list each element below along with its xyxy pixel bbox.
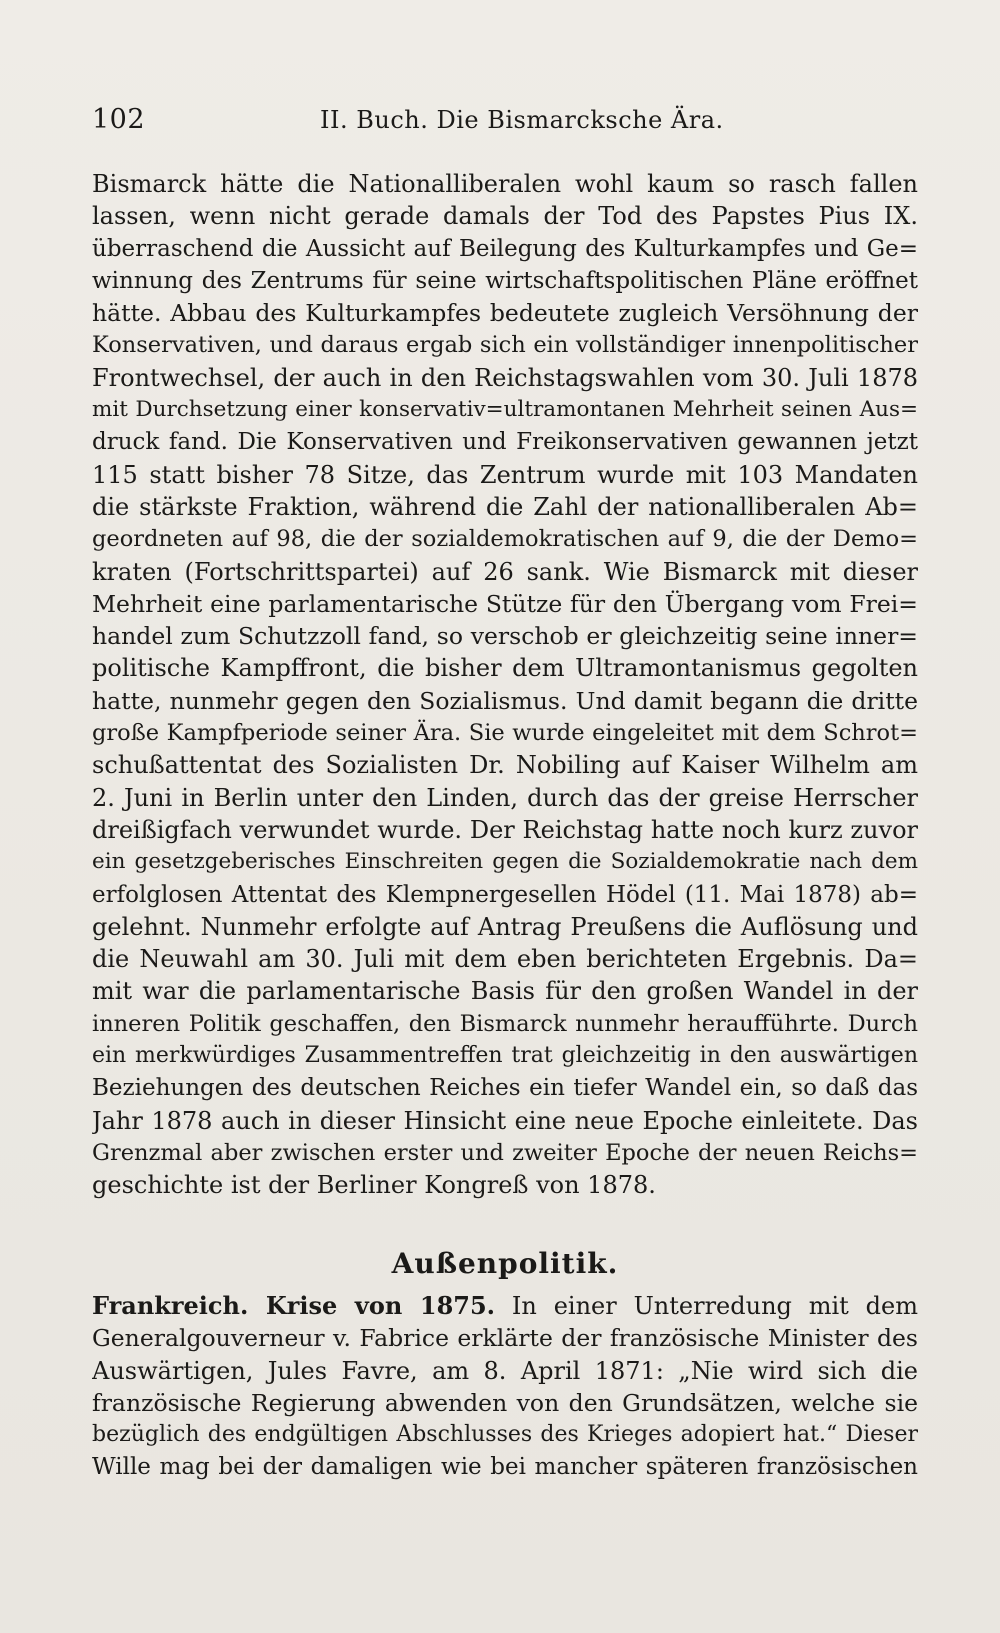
text-line: ein gesetzgeberisches Einschreiten gegen die Sozialdemokratie nach dem bbox=[92, 849, 918, 875]
paragraph-2 bbox=[92, 1290, 918, 1484]
text-line: geordneten auf 98, die der sozialdemokratischen auf 9, die der Demo= bbox=[92, 526, 918, 553]
text-line: mit Durchsetzung einer konservativ=ultramontanen Mehrheit seinen Aus= bbox=[92, 397, 918, 423]
text-line: die stärkste Fraktion, während die Zahl der nationalliberalen Ab= bbox=[92, 492, 918, 521]
text-line: winnung des Zentrums für seine wirtschaftspolitischen Pläne eröffnet bbox=[92, 267, 918, 294]
text-line: die Neuwahl am 30. Juli mit dem eben berichteten Ergebnis. Da= bbox=[92, 945, 918, 974]
text-line: inneren Politik geschaffen, den Bismarck nunmehr heraufführte. Durch bbox=[92, 1010, 918, 1037]
text-line: politische Kampffront, die bisher dem Ultramontanismus gegolten bbox=[92, 654, 918, 683]
text-line: mit war die parlamentarische Basis für den großen Wandel in der bbox=[92, 977, 918, 1006]
text-line: kraten (Fortschrittspartei) auf 26 sank. Wie Bismarck mit dieser bbox=[92, 557, 918, 586]
text-line: ein merkwürdiges Zusammentreffen trat gleichzeitig in den auswärtigen bbox=[92, 1043, 918, 1069]
text-line: geschichte ist der Berliner Kongreß von 1878. bbox=[92, 1171, 656, 1200]
paragraph-1 bbox=[92, 168, 918, 1202]
text-line: Konservativen, und daraus ergab sich ein vollständiger innenpolitischer bbox=[92, 332, 918, 359]
text-line: gelehnt. Nunmehr erfolgte auf Antrag Preußens die Auflösung und bbox=[92, 912, 918, 941]
text-line: druck fand. Die Konservativen und Freikonservativen gewannen jetzt bbox=[92, 429, 918, 456]
text-line: Mehrheit eine parlamentarische Stütze für den Übergang vom Frei= bbox=[92, 589, 918, 618]
text-line: lassen, wenn nicht gerade damals der Tod des Papstes Pius IX. bbox=[92, 202, 918, 231]
text-line: große Kampfperiode seiner Ära. Sie wurde eingeleitet mit dem Schrot= bbox=[92, 720, 918, 747]
text-line: überraschend die Aussicht auf Beilegung des Kulturkampfes und Ge= bbox=[92, 235, 918, 262]
text-line: Bismarck hätte die Nationalliberalen wohl kaum so rasch fallen bbox=[92, 170, 918, 198]
text-line: Wille mag bei der damaligen wie bei mancher späteren französischen bbox=[92, 1454, 918, 1481]
text-line: Generalgouverneur v. Fabrice erklärte der französische Minister des bbox=[92, 1324, 918, 1353]
text-line: Beziehungen des deutschen Reiches ein tiefer Wandel ein, so daß das bbox=[92, 1075, 918, 1102]
text-line: Jahr 1878 auch in dieser Hinsicht eine neue Epoche einleitete. Das bbox=[92, 1106, 918, 1135]
lead-line-text: In einer Unterredung mit dem bbox=[511, 1292, 918, 1320]
page-header bbox=[92, 100, 918, 140]
text-line: hätte. Abbau des Kulturkampfes bedeutete zugleich Versöhnung der bbox=[92, 299, 918, 328]
text-line: Auswärtigen, Jules Favre, am 8. April 1871: „Nie wird sich die bbox=[92, 1356, 918, 1385]
section-heading: Außenpolitik. bbox=[391, 1247, 619, 1280]
text-line: 2. Juni in Berlin unter den Linden, durch das der greise Herrscher bbox=[92, 783, 918, 812]
text-line: Grenzmal aber zwischen erster und zweiter Epoche der neuen Reichs= bbox=[92, 1139, 918, 1166]
text-line: bezüglich des endgültigen Abschlusses des Krieges adopiert hat.“ Dieser bbox=[92, 1422, 918, 1448]
page-number: 102 bbox=[92, 104, 146, 135]
lead-heading: Frankreich. Krise von 1875. bbox=[92, 1291, 496, 1320]
text-line-lead bbox=[92, 1290, 918, 1322]
text-line: handel zum Schutzzoll fand, so verschob er gleichzeitig seine inner= bbox=[92, 622, 918, 651]
text-line: französische Regierung abwenden von den Grundsätzen, welche sie bbox=[92, 1388, 918, 1417]
text-line: Frontwechsel, der auch in den Reichstagswahlen vom 30. Juli 1878 bbox=[92, 363, 918, 392]
running-head: II. Buch. Die Bismarcksche Ära. bbox=[320, 106, 724, 134]
text-line: erfolglosen Attentat des Klempnergesellen Hödel (11. Mai 1878) ab= bbox=[92, 881, 918, 908]
text-line: schußattentat des Sozialisten Dr. Nobiling auf Kaiser Wilhelm am bbox=[92, 751, 918, 780]
text-line: 115 statt bisher 78 Sitze, das Zentrum wurde mit 103 Mandaten bbox=[92, 460, 918, 489]
text-line: hatte, nunmehr gegen den Sozialismus. Und damit begann die dritte bbox=[92, 686, 918, 715]
text-line: dreißigfach verwundet wurde. Der Reichstag hatte noch kurz zuvor bbox=[92, 815, 918, 844]
